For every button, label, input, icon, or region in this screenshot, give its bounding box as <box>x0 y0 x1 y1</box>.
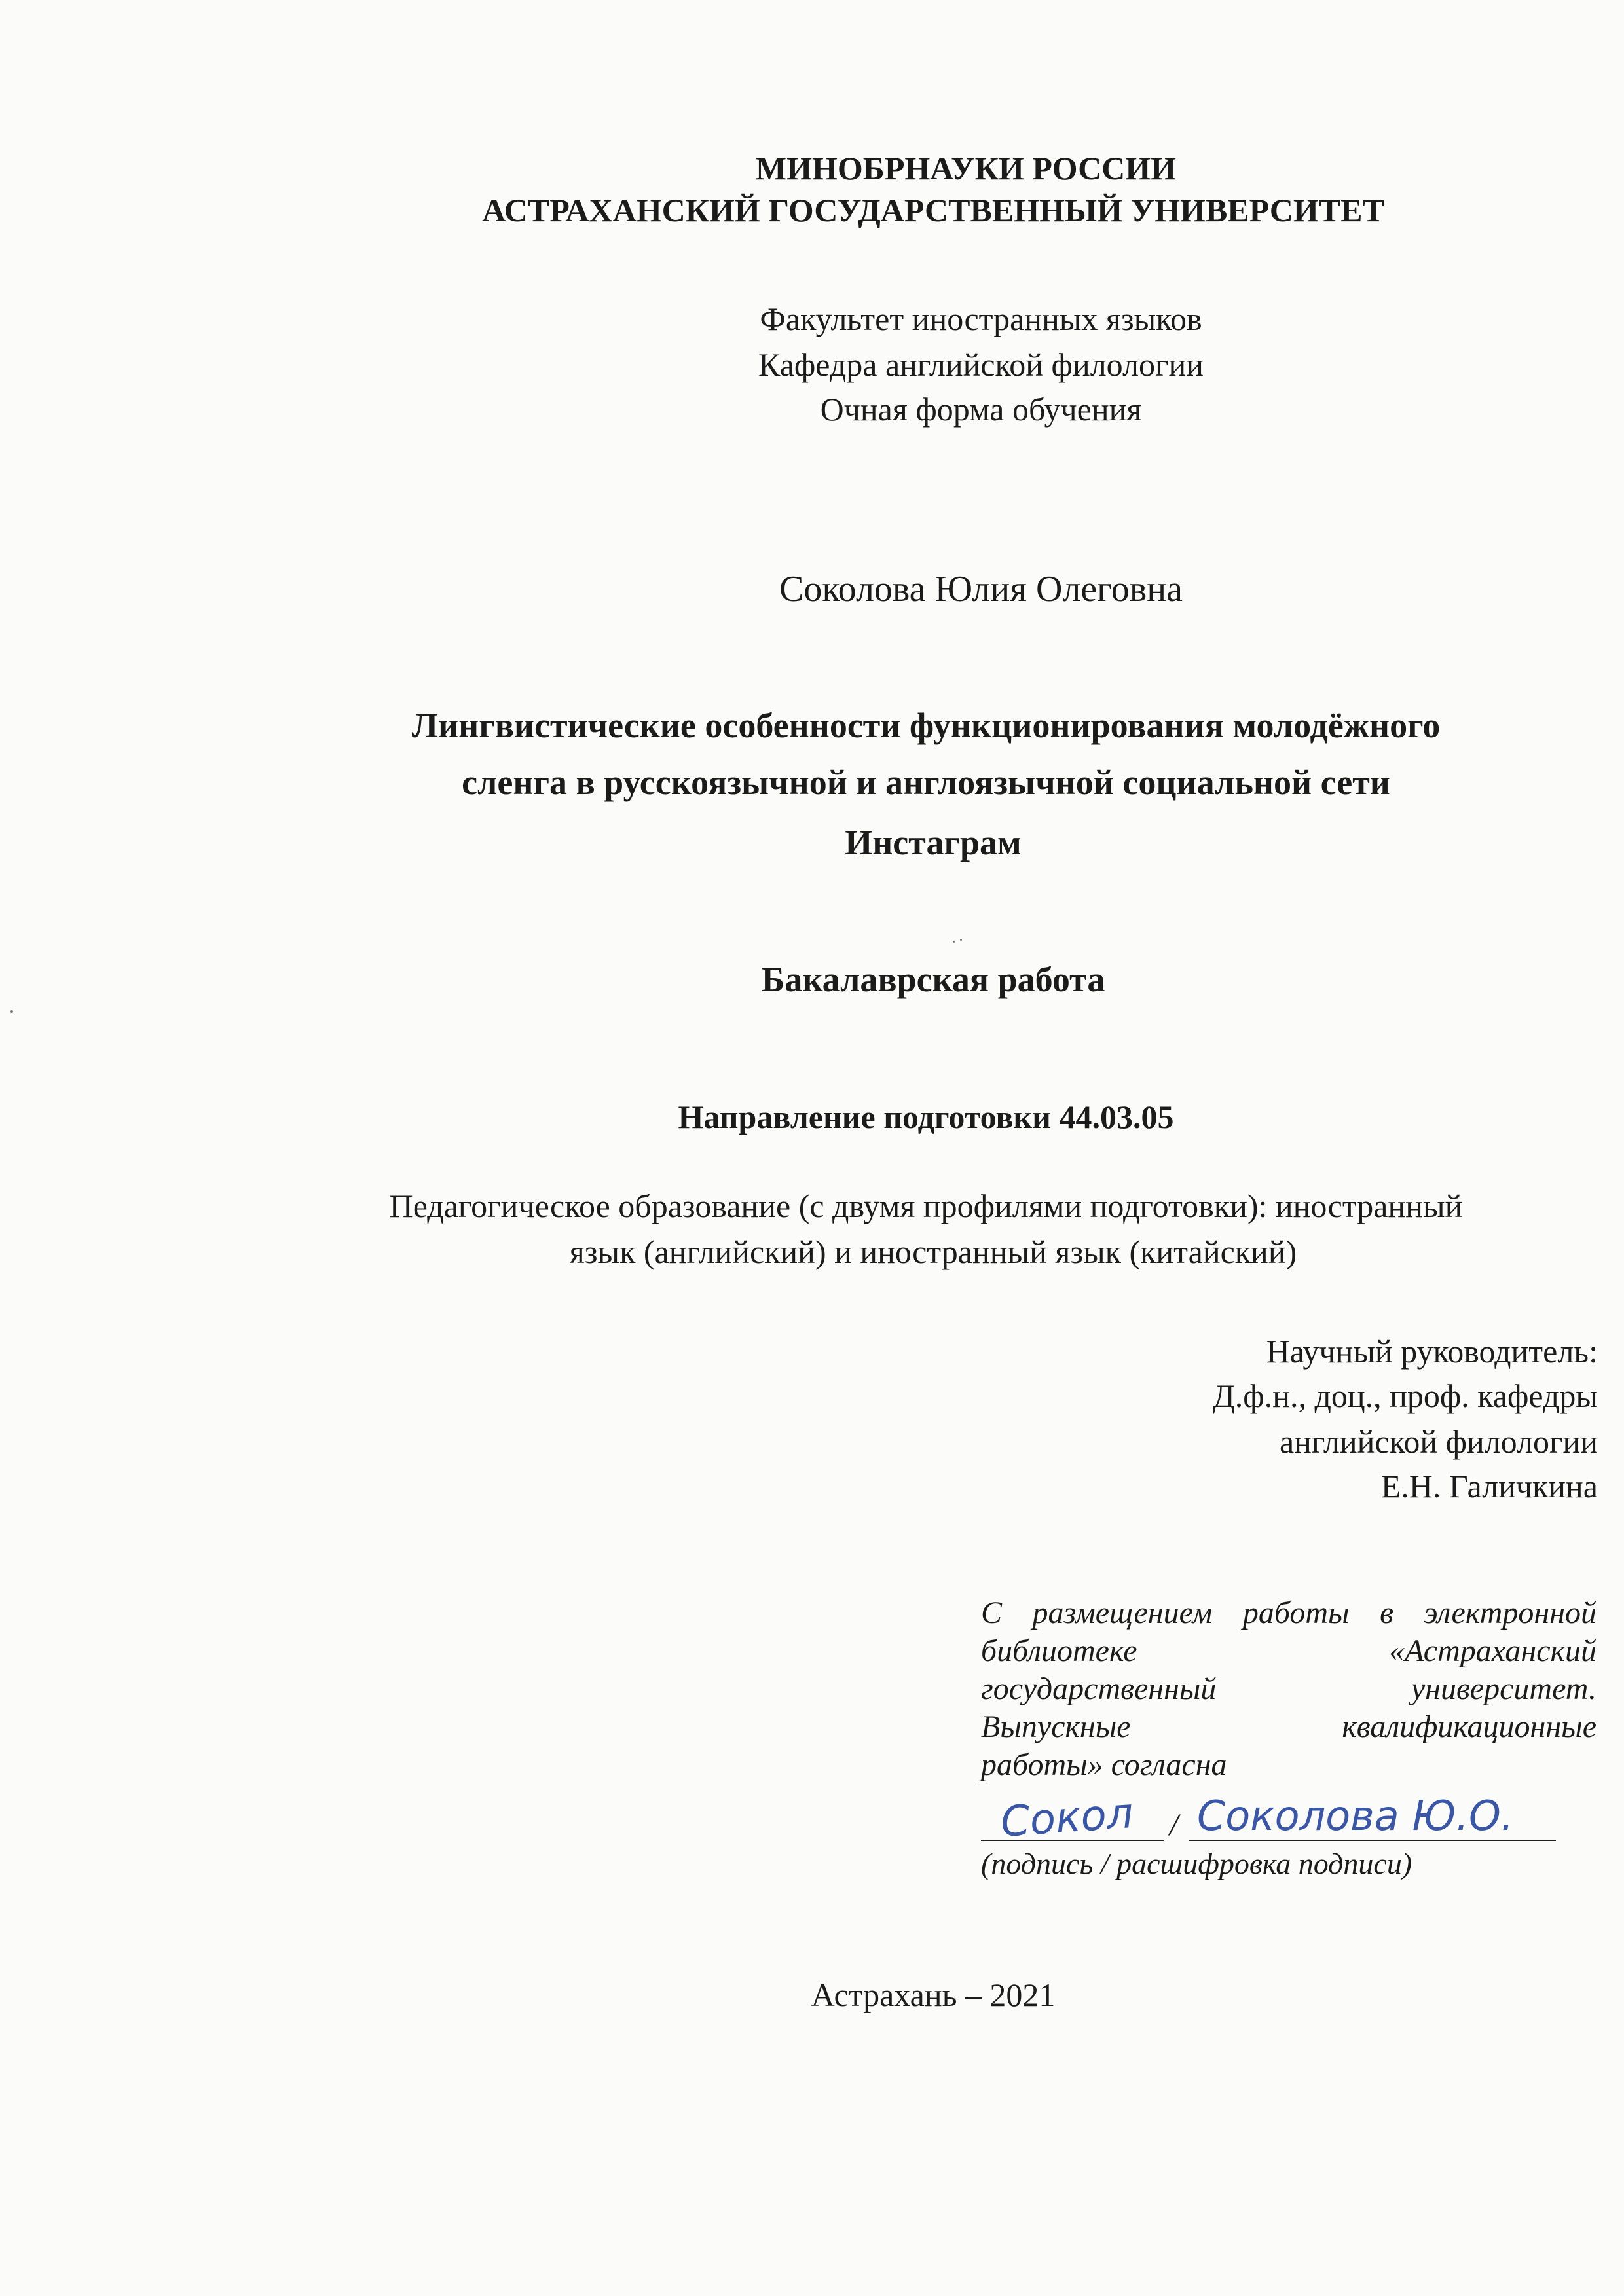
scan-speck <box>953 941 955 943</box>
profile-line-1: Педагогическое образование (с двумя профилями подготовки): иностранный <box>389 1188 1463 1224</box>
faculty-name: Факультет иностранных языков <box>760 301 1202 337</box>
supervisor-degree: Д.ф.н., доц., проф. кафедры <box>1212 1377 1598 1414</box>
city-year: Астрахань – 2021 <box>811 1977 1056 2013</box>
profile-line-2: язык (английский) и иностранный язык (китайский) <box>569 1233 1297 1270</box>
signature-row <box>981 1789 1557 1847</box>
handwritten-signature: Сокол <box>999 1789 1135 1847</box>
supervisor-name: Е.Н. Галичкина <box>1380 1468 1598 1504</box>
author-name: Соколова Юлия Олеговна <box>779 569 1183 610</box>
thesis-title-line-2: сленга в русскоязычной и англоязычной социальной сети <box>462 763 1390 802</box>
consent-line-4: Выпускные квалификационные <box>981 1709 1596 1744</box>
study-form: Очная форма обучения <box>820 391 1142 428</box>
consent-line-5: работы» согласна <box>981 1747 1227 1782</box>
supervisor-label: Научный руководитель: <box>1266 1333 1598 1370</box>
signature-slash: / <box>1170 1808 1179 1842</box>
handwritten-signature-decoding: Соколова Ю.О. <box>1197 1792 1514 1840</box>
ministry-name: МИНОБРНАУКИ РОССИИ <box>755 150 1177 187</box>
department-name: Кафедра английской филологии <box>758 346 1204 383</box>
direction-code: Направление подготовки 44.03.05 <box>678 1099 1174 1135</box>
thesis-title-line-1: Лингвистические особенности функционирования молодёжного <box>411 706 1441 745</box>
signature-caption: (подпись / расшифровка подписи) <box>981 1847 1412 1880</box>
scan-speck <box>960 939 962 941</box>
signature-decoding-line <box>1189 1840 1556 1841</box>
university-name: АСТРАХАНСКИЙ ГОСУДАРСТВЕННЫЙ УНИВЕРСИТЕТ <box>482 192 1384 228</box>
thesis-title-line-3: Инстаграм <box>845 823 1022 862</box>
consent-line-1: С размещением работы в электронной <box>981 1595 1596 1630</box>
work-type: Бакалаврская работа <box>761 960 1105 999</box>
consent-line-2: библиотеке «Астраханский <box>981 1633 1596 1668</box>
consent-line-3: государственный университет. <box>981 1671 1596 1706</box>
scan-speck <box>10 1010 13 1013</box>
library-consent <box>981 1594 1596 1784</box>
supervisor-department: английской филологии <box>1279 1423 1598 1460</box>
